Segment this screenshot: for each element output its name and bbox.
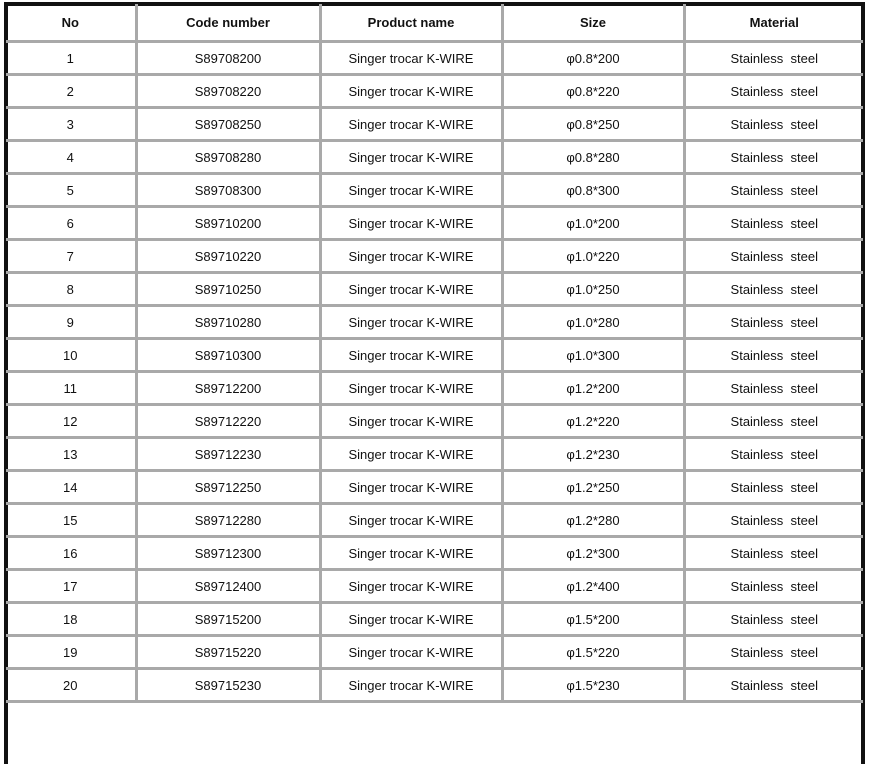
cell-no: 8 xyxy=(6,273,136,306)
cell-material: Stainless steel xyxy=(684,273,863,306)
cell-size: φ1.2*220 xyxy=(502,405,684,438)
cell-product-name: Singer trocar K-WIRE xyxy=(320,471,502,504)
cell-no: 3 xyxy=(6,108,136,141)
cell-code-number: S89708300 xyxy=(136,174,320,207)
cell-code-number: S89710300 xyxy=(136,339,320,372)
cell-code-number: S89712280 xyxy=(136,504,320,537)
table-row xyxy=(6,273,863,306)
cell-product-name: Singer trocar K-WIRE xyxy=(320,372,502,405)
header-material: Material xyxy=(684,4,863,42)
cell-size: φ1.0*300 xyxy=(502,339,684,372)
cell-code-number: S89710220 xyxy=(136,240,320,273)
table-row xyxy=(6,174,863,207)
cell-code-number: S89708280 xyxy=(136,141,320,174)
cell-no: 18 xyxy=(6,603,136,636)
cell-code-number: S89710200 xyxy=(136,207,320,240)
cell-material: Stainless steel xyxy=(684,636,863,669)
table-row xyxy=(6,603,863,636)
cell-size: φ1.2*230 xyxy=(502,438,684,471)
cell-size: φ1.2*200 xyxy=(502,372,684,405)
table-row xyxy=(6,240,863,273)
cell-code-number: S89712220 xyxy=(136,405,320,438)
cell-product-name: Singer trocar K-WIRE xyxy=(320,207,502,240)
cell-size: φ1.0*250 xyxy=(502,273,684,306)
table-row xyxy=(6,306,863,339)
cell-code-number: S89712200 xyxy=(136,372,320,405)
cell-no: 9 xyxy=(6,306,136,339)
cell-product-name: Singer trocar K-WIRE xyxy=(320,669,502,702)
cell-product-name: Singer trocar K-WIRE xyxy=(320,42,502,75)
header-size: Size xyxy=(502,4,684,42)
cell-code-number: S89712250 xyxy=(136,471,320,504)
cell-size: φ0.8*200 xyxy=(502,42,684,75)
table-row xyxy=(6,108,863,141)
cell-product-name: Singer trocar K-WIRE xyxy=(320,108,502,141)
cell-size: φ1.0*200 xyxy=(502,207,684,240)
cell-no: 10 xyxy=(6,339,136,372)
cell-material: Stainless steel xyxy=(684,75,863,108)
cell-product-name: Singer trocar K-WIRE xyxy=(320,339,502,372)
table-row xyxy=(6,42,863,75)
cell-material: Stainless steel xyxy=(684,537,863,570)
cell-no: 11 xyxy=(6,372,136,405)
cell-size: φ0.8*300 xyxy=(502,174,684,207)
cell-product-name: Singer trocar K-WIRE xyxy=(320,75,502,108)
cell-code-number: S89708250 xyxy=(136,108,320,141)
cell-size: φ0.8*220 xyxy=(502,75,684,108)
cell-size: φ0.8*250 xyxy=(502,108,684,141)
table-row xyxy=(6,405,863,438)
cell-no: 17 xyxy=(6,570,136,603)
header-row xyxy=(6,4,863,42)
table-row xyxy=(6,141,863,174)
cell-material: Stainless steel xyxy=(684,207,863,240)
cell-no: 19 xyxy=(6,636,136,669)
cell-code-number: S89712230 xyxy=(136,438,320,471)
cell-product-name: Singer trocar K-WIRE xyxy=(320,570,502,603)
table-row xyxy=(6,339,863,372)
table-row xyxy=(6,438,863,471)
cell-product-name: Singer trocar K-WIRE xyxy=(320,537,502,570)
cell-material: Stainless steel xyxy=(684,141,863,174)
cell-product-name: Singer trocar K-WIRE xyxy=(320,603,502,636)
cell-code-number: S89710250 xyxy=(136,273,320,306)
cell-material: Stainless steel xyxy=(684,372,863,405)
cell-no: 12 xyxy=(6,405,136,438)
cell-material: Stainless steel xyxy=(684,174,863,207)
cell-no: 14 xyxy=(6,471,136,504)
cell-material: Stainless steel xyxy=(684,339,863,372)
cell-material: Stainless steel xyxy=(684,42,863,75)
cell-material: Stainless steel xyxy=(684,471,863,504)
cell-size: φ1.2*250 xyxy=(502,471,684,504)
cell-no: 5 xyxy=(6,174,136,207)
header-product-name: Product name xyxy=(320,4,502,42)
table-row xyxy=(6,75,863,108)
table-row xyxy=(6,636,863,669)
cell-material: Stainless steel xyxy=(684,405,863,438)
cell-product-name: Singer trocar K-WIRE xyxy=(320,405,502,438)
cell-material: Stainless steel xyxy=(684,306,863,339)
cell-code-number: S89715200 xyxy=(136,603,320,636)
cell-code-number: S89715230 xyxy=(136,669,320,702)
cell-product-name: Singer trocar K-WIRE xyxy=(320,174,502,207)
cell-size: φ1.5*230 xyxy=(502,669,684,702)
cell-size: φ1.2*280 xyxy=(502,504,684,537)
table-row xyxy=(6,570,863,603)
cell-no: 15 xyxy=(6,504,136,537)
cell-no: 20 xyxy=(6,669,136,702)
cell-material: Stainless steel xyxy=(684,438,863,471)
cell-size: φ1.0*220 xyxy=(502,240,684,273)
cell-material: Stainless steel xyxy=(684,240,863,273)
cell-code-number: S89712400 xyxy=(136,570,320,603)
cell-no: 4 xyxy=(6,141,136,174)
cell-size: φ1.0*280 xyxy=(502,306,684,339)
table-row xyxy=(6,504,863,537)
cell-product-name: Singer trocar K-WIRE xyxy=(320,438,502,471)
table-row xyxy=(6,471,863,504)
cell-code-number: S89710280 xyxy=(136,306,320,339)
cell-product-name: Singer trocar K-WIRE xyxy=(320,504,502,537)
cell-size: φ0.8*280 xyxy=(502,141,684,174)
table-row xyxy=(6,372,863,405)
cell-no: 13 xyxy=(6,438,136,471)
cell-no: 1 xyxy=(6,42,136,75)
cell-product-name: Singer trocar K-WIRE xyxy=(320,141,502,174)
cell-code-number: S89708220 xyxy=(136,75,320,108)
cell-material: Stainless steel xyxy=(684,504,863,537)
cell-material: Stainless steel xyxy=(684,108,863,141)
table-row xyxy=(6,537,863,570)
cell-size: φ1.2*300 xyxy=(502,537,684,570)
table-row xyxy=(6,207,863,240)
cell-material: Stainless steel xyxy=(684,669,863,702)
product-spec-table xyxy=(6,4,863,703)
cell-material: Stainless steel xyxy=(684,570,863,603)
cell-code-number: S89712300 xyxy=(136,537,320,570)
cell-product-name: Singer trocar K-WIRE xyxy=(320,240,502,273)
header-no: No xyxy=(6,4,136,42)
cell-no: 2 xyxy=(6,75,136,108)
cell-product-name: Singer trocar K-WIRE xyxy=(320,306,502,339)
cell-no: 16 xyxy=(6,537,136,570)
table-row xyxy=(6,669,863,702)
cell-no: 6 xyxy=(6,207,136,240)
cell-size: φ1.2*400 xyxy=(502,570,684,603)
cell-size: φ1.5*220 xyxy=(502,636,684,669)
cell-no: 7 xyxy=(6,240,136,273)
cell-product-name: Singer trocar K-WIRE xyxy=(320,273,502,306)
cell-size: φ1.5*200 xyxy=(502,603,684,636)
header-code-number: Code number xyxy=(136,4,320,42)
cell-product-name: Singer trocar K-WIRE xyxy=(320,636,502,669)
table-body xyxy=(6,42,863,702)
cell-material: Stainless steel xyxy=(684,603,863,636)
cell-code-number: S89708200 xyxy=(136,42,320,75)
cell-code-number: S89715220 xyxy=(136,636,320,669)
